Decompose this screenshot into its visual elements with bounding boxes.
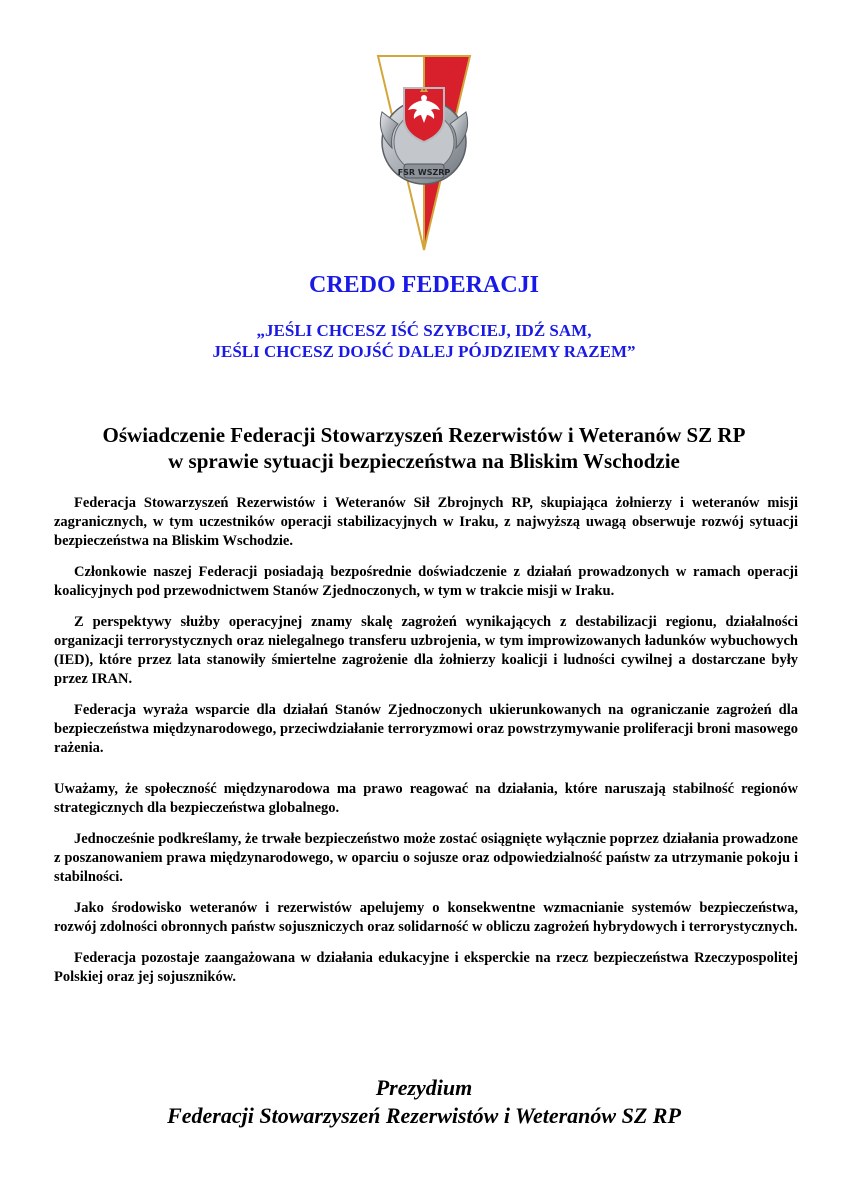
heading-line-2: w sprawie sytuacji bezpieczeństwa na Bliskim Wschodzie xyxy=(168,449,680,473)
motto-line-1: „JEŚLI CHCESZ IŚĆ SZYBCIEJ, IDŹ SAM, xyxy=(256,321,592,340)
heading-line-1: Oświadczenie Federacji Stowarzyszeń Rezerwistów i Weteranów SZ RP xyxy=(102,423,746,447)
paragraph-5: Uważamy, że społeczność międzynarodowa ma prawo reagować na działania, które naruszają stabilność regionów strategicznych dla bezpieczeństwa globalnego. xyxy=(54,781,798,816)
statement-heading xyxy=(0,422,848,474)
paragraph-4: Federacja wyraża wsparcie dla działań Stanów Zjednoczonych ukierunkowanych na ograniczanie zagrożeń dla bezpieczeństwa międzynarodowego, przeciwdziałanie terroryzmowi oraz powstrzymywanie proliferacji broni masowego rażenia. xyxy=(54,702,798,756)
statement-body xyxy=(54,494,798,999)
paragraph-7: Jako środowisko weteranów i rezerwistów apelujemy o konsekwentne wzmacnianie systemów bezpieczeństwa, rozwój zdolności obronnych państw sojuszniczych oraz solidarność w obliczu zagrożeń hybrydowych i terrorystycznych. xyxy=(54,900,798,935)
motto xyxy=(0,320,848,362)
signature-line-1: Prezydium xyxy=(375,1075,473,1100)
badge-text: FSR WSZRP xyxy=(397,168,451,177)
federation-emblem xyxy=(368,54,480,252)
paragraph-3: Z perspektywy służby operacyjnej znamy skalę zagrożeń wynikających z destabilizacji regionu, działalności organizacji terrorystycznych oraz nielegalnego transferu uzbrojenia, w tym improwizowanych ładunków wybuchowych (IED), które przez lata stanowiły śmiertelne zagrożenie dla żołnierzy koalicji i ludności cywilnej a dostarczane były przez IRAN. xyxy=(54,614,798,687)
credo-title: CREDO FEDERACJI xyxy=(308,272,539,298)
paragraph-2: Członkowie naszej Federacji posiadają bezpośrednie doświadczenie z działań prowadzonych w ramach operacji koalicyjnych pod przewodnictwem Stanów Zjednoczonych, w tym w trakcie misji w Iraku. xyxy=(54,564,798,599)
motto-line-2: JEŚLI CHCESZ DOJŚĆ DALEJ PÓJDZIEMY RAZEM” xyxy=(212,342,636,361)
paragraph-6: Jednocześnie podkreślamy, że trwałe bezpieczeństwo może zostać osiągnięte wyłącznie poprzez działania prowadzone z poszanowaniem prawa międzynarodowego, w oparciu o sojusze oraz odpowiedzialność państw za utrzymanie pokoju i stabilności. xyxy=(54,831,798,885)
signature-line-2: Federacji Stowarzyszeń Rezerwistów i Weteranów SZ RP xyxy=(167,1103,681,1128)
paragraph-1: Federacja Stowarzyszeń Rezerwistów i Weteranów Sił Zbrojnych RP, skupiająca żołnierzy i weteranów misji zagranicznych, w tym uczestników operacji stabilizacyjnych w Iraku, z najwyższą uwagą obserwuje rozwój sytuacji bezpieczeństwa na Bliskim Wschodzie. xyxy=(54,495,798,549)
paragraph-8: Federacja pozostaje zaangażowana w działania edukacyjne i eksperckie na rzecz bezpieczeństwa Rzeczypospolitej Polskiej oraz jej sojuszników. xyxy=(54,950,798,985)
signature xyxy=(0,1074,848,1130)
